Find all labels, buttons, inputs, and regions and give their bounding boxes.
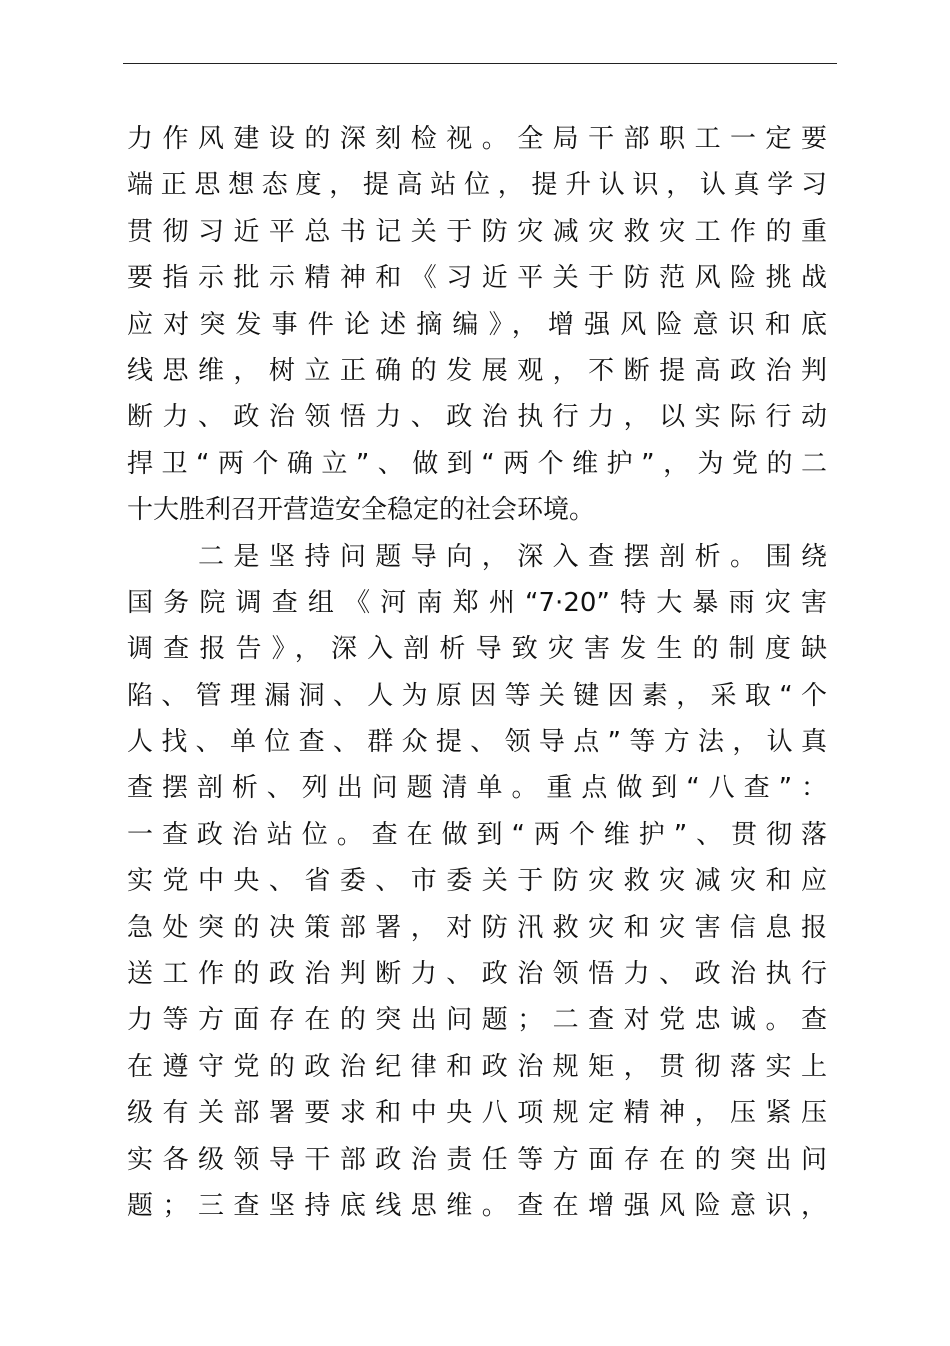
text-line: 断力、政治领悟力、政治执行力，以实际行动 — [127, 402, 827, 433]
text-line: 人找、单位查、群众提、领导点”等方法，认真 — [127, 727, 827, 758]
paragraph-end-line: 十大胜利召开营造安全稳定的社会环境。 — [127, 495, 596, 526]
text-line: 国务院调查组《河南郑州“7·20”特大暴雨灾害 — [127, 587, 827, 618]
text-line: 调查报告》，深入剖析导致灾害发生的制度缺 — [127, 634, 827, 665]
text-line: 一查政治站位。查在做到“两个维护”、贯彻落 — [127, 819, 827, 850]
header-rule — [123, 63, 837, 64]
text-line: 急处突的决策部署，对防汛救灾和灾害信息报 — [127, 912, 827, 943]
text-line: 应对突发事件论述摘编》，增强风险意识和底 — [127, 309, 827, 340]
paragraph-start-line: 二是坚持问题导向，深入查摆剖析。围绕 — [127, 541, 827, 572]
text-line: 题；三查坚持底线思维。查在增强风险意识， — [127, 1190, 827, 1221]
text-line: 送工作的政治判断力、政治领悟力、政治执行 — [127, 959, 827, 990]
text-line: 要指示批示精神和《习近平关于防范风险挑战 — [127, 263, 827, 294]
text-line: 查摆剖析、列出问题清单。重点做到“八查”： — [127, 773, 827, 804]
text-line: 力作风建设的深刻检视。全局干部职工一定要 — [127, 124, 827, 154]
text-line: 实党中央、省委、市委关于防灾救灾减灾和应 — [127, 866, 827, 897]
text-line: 在遵守党的政治纪律和政治规矩，贯彻落实上 — [127, 1051, 827, 1082]
text-line: 实各级领导干部政治责任等方面存在的突出问 — [127, 1144, 827, 1175]
text-line: 力等方面存在的突出问题；二查对党忠诚。查 — [127, 1005, 827, 1036]
text-line: 捍卫“两个确立”、做到“两个维护”，为党的二 — [127, 448, 827, 479]
document-body — [127, 116, 827, 1229]
text-line: 端正思想态度，提高站位，提升认识，认真学习 — [127, 170, 827, 201]
text-line: 级有关部署要求和中央八项规定精神，压紧压 — [127, 1098, 827, 1129]
text-line: 陷、管理漏洞、人为原因等关键因素，采取“个 — [127, 680, 827, 711]
text-line: 贯彻习近平总书记关于防灾减灾救灾工作的重 — [127, 216, 827, 247]
text-line: 线思维，树立正确的发展观，不断提高政治判 — [127, 355, 827, 386]
